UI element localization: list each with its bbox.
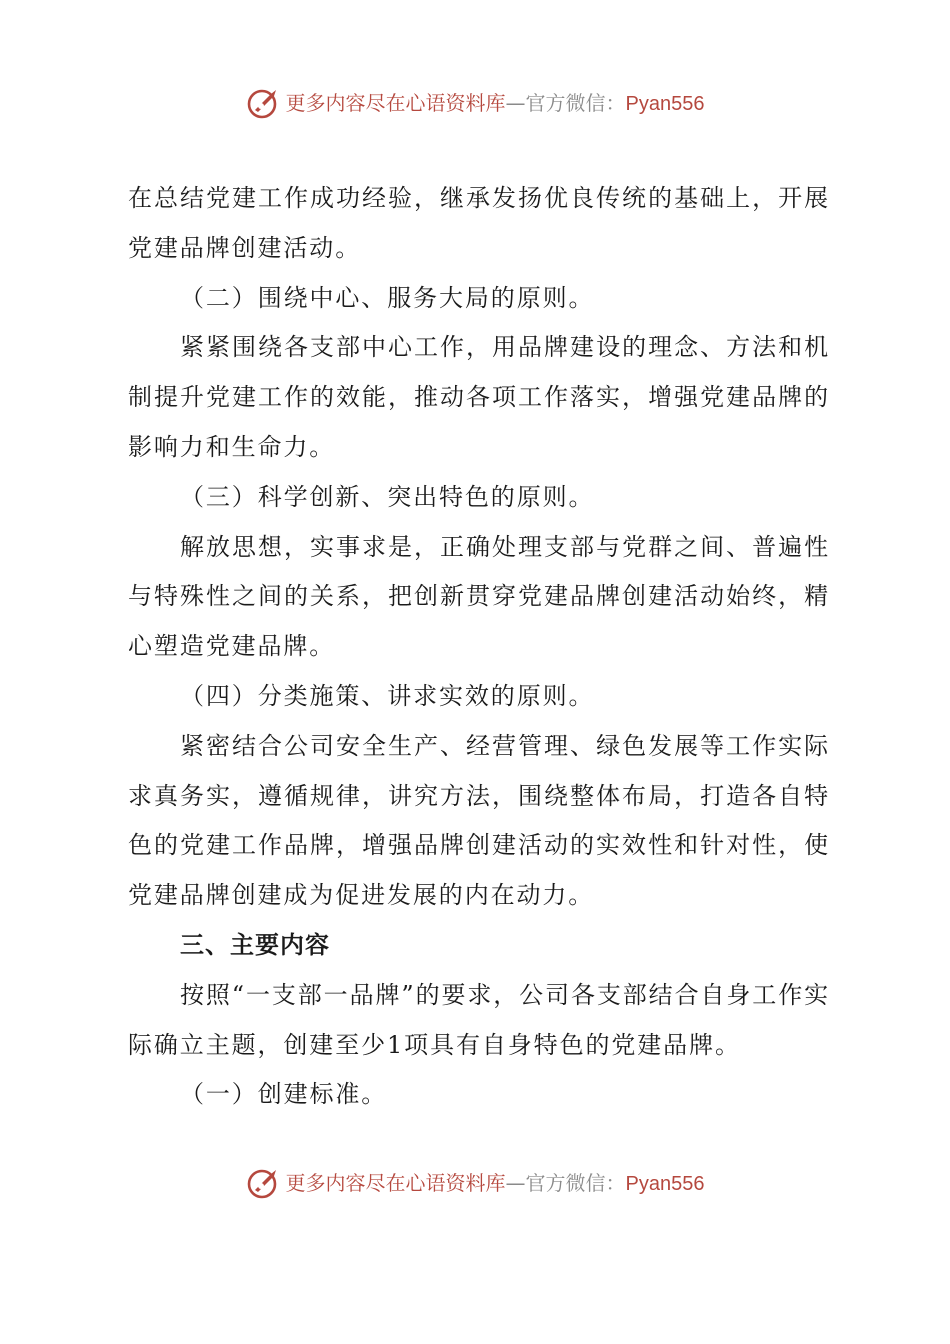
section-heading: 三、主要内容 — [180, 930, 330, 959]
paragraph: 在总结党建工作成功经验，继承发扬优良传统的基础上，开展党建品牌创建活动。 — [128, 184, 830, 262]
paragraph: （四）分类施策、讲求实效的原则。 — [180, 681, 595, 710]
paragraph: （三）科学创新、突出特色的原则。 — [180, 482, 595, 511]
paragraph: 紧紧围绕各支部中心工作，用品牌建设的理念、方法和机制提升党建工作的效能，推动各项工作落实，增强党建品牌的影响力和生命力。 — [128, 333, 830, 461]
header-watermark — [0, 83, 950, 123]
pen-logo-icon — [246, 1165, 282, 1201]
paragraph: （一）创建标准。 — [180, 1080, 388, 1109]
pen-logo-icon — [246, 85, 282, 121]
paragraph: 解放思想，实事求是，正确处理支部与党群之间、普遍性与特殊性之间的关系，把创新贯穿党建品牌创建活动始终，精心塑造党建品牌。 — [128, 532, 830, 661]
document-body — [128, 174, 830, 1120]
paragraph: 紧密结合公司安全生产、经营管理、绿色发展等工作实际求真务实，遵循规律，讲究方法，围绕整体布局，打造各自特色的党建工作品牌，增强品牌创建活动的实效性和针对性，使党建品牌创建成为促进发展的内在动力。 — [128, 731, 830, 910]
paragraph: （二）围绕中心、服务大局的原则。 — [180, 283, 595, 312]
paragraph: 按照“一支部一品牌”的要求，公司各支部结合自身工作实际确立主题，创建至少1项具有自身特色的党建品牌。 — [128, 980, 830, 1059]
watermark-text: 更多内容尽在心语资料库—官方微信：Pyan556 — [285, 1170, 705, 1195]
watermark-text: 更多内容尽在心语资料库—官方微信：Pyan556 — [285, 90, 705, 115]
footer-watermark — [0, 1163, 950, 1203]
